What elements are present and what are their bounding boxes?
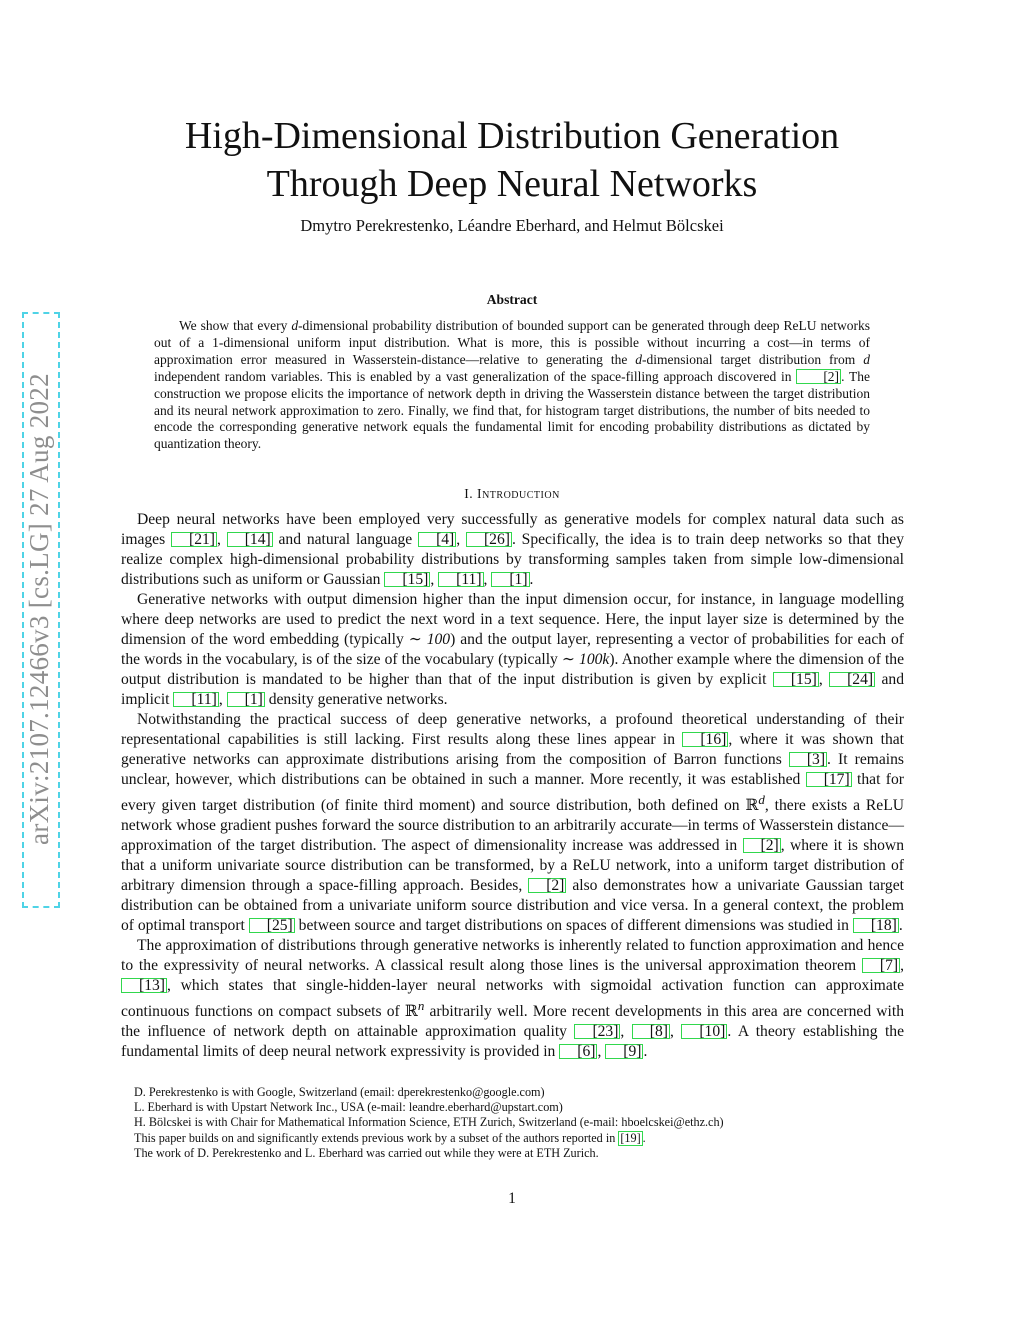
text: , <box>218 691 227 708</box>
math-variable: d <box>863 351 870 367</box>
arxiv-identifier[interactable]: arXiv:2107.12466v3 [cs.LG] 27 Aug 2022 <box>24 373 54 845</box>
text: , <box>900 957 904 975</box>
text: , <box>483 571 492 588</box>
intro-paragraph-2 <box>121 590 904 710</box>
text: arbitrarily well. More recent developments in this area are concerned with the influence of network depth on attainable approximation quality <box>121 1003 904 1041</box>
text: . <box>529 571 534 588</box>
text: , <box>430 571 439 588</box>
citation-link[interactable]: [26] <box>466 532 512 547</box>
intro-paragraph-3 <box>121 710 904 936</box>
section-title: Introduction <box>477 486 560 501</box>
abstract-text: -dimensional target distribution from <box>642 351 864 367</box>
text: Deep neural networks have been employed very successfully as generative models for complex natural data such as images <box>121 511 904 548</box>
introduction-body <box>121 510 904 1062</box>
text: , <box>456 531 466 548</box>
citation-link[interactable]: [14] <box>227 532 273 547</box>
citation-link[interactable]: [1] <box>227 692 265 707</box>
footnotes <box>134 1085 894 1161</box>
text: . <box>898 917 903 935</box>
citation-link[interactable]: [2] <box>528 878 566 893</box>
citation-link[interactable]: [15] <box>384 572 430 587</box>
text: and implicit <box>121 671 905 708</box>
title-line-2: Through Deep Neural Networks <box>266 163 758 205</box>
paper-title <box>120 112 904 208</box>
text: that for every given target distribution (of finite third moment) and source distribution, both defined on <box>121 771 904 815</box>
math-expression: ∼ 100k <box>561 651 610 668</box>
math-superscript: n <box>417 998 425 1014</box>
citation-link[interactable]: [2] <box>796 369 841 384</box>
citation-link[interactable]: [7] <box>862 958 900 973</box>
author-list: Dmytro Perekrestenko, Léandre Eberhard, and Helmut Bölcskei <box>300 216 724 235</box>
math-reals: ℝ <box>404 1003 418 1021</box>
citation-link[interactable]: [1] <box>491 572 529 587</box>
text: Notwithstanding the practical success of deep generative networks, a profound theoretical understanding of their representational capabilities is still lacking. First results along these lines appear in <box>121 711 904 748</box>
section-heading-introduction <box>120 486 904 502</box>
math-variable: d <box>291 318 299 333</box>
text: . <box>643 1043 648 1061</box>
text: . It remains unclear, however, which distributions can be obtained in such a manner. More recently, it was established <box>121 751 904 788</box>
text: , there exists a ReLU network whose gradient pushes forward the source distribution to an arbitrarily accurate—in terms of Wasserstein distance—approximation of the target distribution. The aspect of dimensionality increase was addressed in <box>121 797 904 855</box>
math-expression: ∼ 100 <box>408 631 451 648</box>
footnote-prior-work <box>134 1131 894 1146</box>
citation-link[interactable]: [23] <box>574 1024 620 1039</box>
citation-link[interactable]: [13] <box>121 978 167 993</box>
text: , <box>669 1023 682 1041</box>
text: , <box>818 671 830 688</box>
text: . <box>642 1130 646 1145</box>
math-variable: d <box>635 351 643 367</box>
intro-paragraph-4 <box>121 936 904 1062</box>
citation-link[interactable]: [17] <box>806 772 852 787</box>
citation-link[interactable]: [19] <box>620 1130 641 1145</box>
abstract-text: . The construction we propose elicits the importance of network depth in driving the Wasserstein distance between the target distribution and its neural network approximation to zero. Finally, we find that, for histogram target distributions, the number of bits needed to encode the corresponding generative network equals the fundamental limit for encoding probability distributions as dictated by quantization theory. <box>154 368 870 452</box>
text: The approximation of distributions through generative networks is inherently related to function approximation and hence to the expressivity of neural networks. A classical result along those lines is the universal approximation theorem <box>121 937 904 975</box>
text: , <box>597 1043 606 1061</box>
citation-link[interactable]: [24] <box>829 672 875 687</box>
footnote-perekrestenko: D. Perekrestenko is with Google, Switzerland (email: dperekrestenko@google.com) <box>134 1085 545 1099</box>
text: ) and the output layer, representing a vector of probabilities for each of the words in the vocabulary, is of the size of the vocabulary (typically <box>121 631 904 668</box>
text: This paper builds on and significantly extends previous work by a subset of the authors reported in <box>134 1130 619 1145</box>
footnote-eberhard: L. Eberhard is with Upstart Network Inc., USA (e-mail: leandre.eberhard@upstart.com) <box>134 1100 563 1115</box>
text: , <box>216 531 227 548</box>
citation-link[interactable]: [2] <box>743 838 781 853</box>
text: ). Another example where the dimension of the output distribution is mandated to be higher than that of the input distribution is given by explicit <box>121 651 904 688</box>
text: , where it is shown that a uniform univariate source distribution can be transformed, by a ReLU network, into a uniform target distribution of arbitrary dimension through a space-filling approach. Besides, <box>121 837 904 895</box>
citation-link[interactable]: [4] <box>418 532 456 547</box>
citation-link[interactable]: [21] <box>171 532 217 547</box>
citation-link[interactable]: [8] <box>632 1024 670 1039</box>
citation-link[interactable]: [18] <box>853 918 899 933</box>
text: and natural language <box>272 531 419 548</box>
abstract-body <box>154 318 870 453</box>
page-number: 1 <box>508 1190 516 1207</box>
math-reals: ℝ <box>745 797 759 815</box>
citation-link[interactable]: [3] <box>789 752 827 767</box>
citation-link[interactable]: [11] <box>438 572 483 587</box>
text: , which states that single-hidden-layer neural networks with sigmoidal activation function can approximate continuous functions on compact subsets of <box>121 977 904 1021</box>
abstract-text: We show that every <box>179 318 292 333</box>
footnote-eth: The work of D. Perekrestenko and L. Eberhard was carried out while they were at ETH Zurich. <box>134 1145 599 1160</box>
text: . Specifically, the idea is to train deep networks so that they realize complex high-dimensional probability distributions by transforming samples taken from simple low-dimensional distributions such as uniform or Gaussian <box>121 531 905 588</box>
citation-link[interactable]: [10] <box>681 1024 727 1039</box>
section-number: I. <box>464 486 474 501</box>
abstract-heading: Abstract <box>486 292 538 307</box>
text: . A theory establishing the fundamental limits of deep neural network expressivity is provided in <box>121 1023 905 1061</box>
citation-link[interactable]: [15] <box>773 672 819 687</box>
text: between source and target distributions on spaces of different dimensions was studied in <box>294 917 853 935</box>
citation-link[interactable]: [6] <box>559 1044 597 1059</box>
citation-link[interactable]: [9] <box>605 1044 643 1059</box>
citation-link[interactable]: [16] <box>682 732 728 747</box>
text: , where it was shown that generative networks can approximate distributions arising from the composition of Barron functions <box>121 731 904 768</box>
text: density generative networks. <box>264 691 448 708</box>
citation-link[interactable]: [25] <box>249 918 295 933</box>
text: Generative networks with output dimension higher than the input dimension occur, for instance, in language modelling where deep networks are used to predict the next word in a text sequence. Here, the input layer size is determined by the dimension of the word embedding (typically <box>121 591 904 648</box>
math-superscript: d <box>758 792 765 807</box>
abstract-text: -dimensional probability distribution of bounded support can be generated through deep ReLU networks out of a 1-dimensional uniform input distribution. What is more, this is possible without incurring a cost—in terms of approximation error measured in Wasserstein-distance—relative to generating the <box>154 318 870 367</box>
text: , <box>620 1023 632 1041</box>
footnote-bolcskei: H. Bölcskei is with Chair for Mathematical Information Science, ETH Zurich, Switzerland (e-mail: hboelcskei@ethz.ch) <box>134 1115 724 1130</box>
abstract-text: independent random variables. This is enabled by a vast generalization of the space-filling approach discovered in <box>154 368 797 384</box>
title-line-1: High-Dimensional Distribution Generation <box>184 115 840 157</box>
citation-link[interactable]: [11] <box>173 692 218 707</box>
text: also demonstrates how a univariate Gaussian target distribution can be obtained from a univariate uniform source distribution and vice versa. In a general context, the problem of optimal transport <box>121 877 904 935</box>
intro-paragraph-1 <box>121 510 904 590</box>
